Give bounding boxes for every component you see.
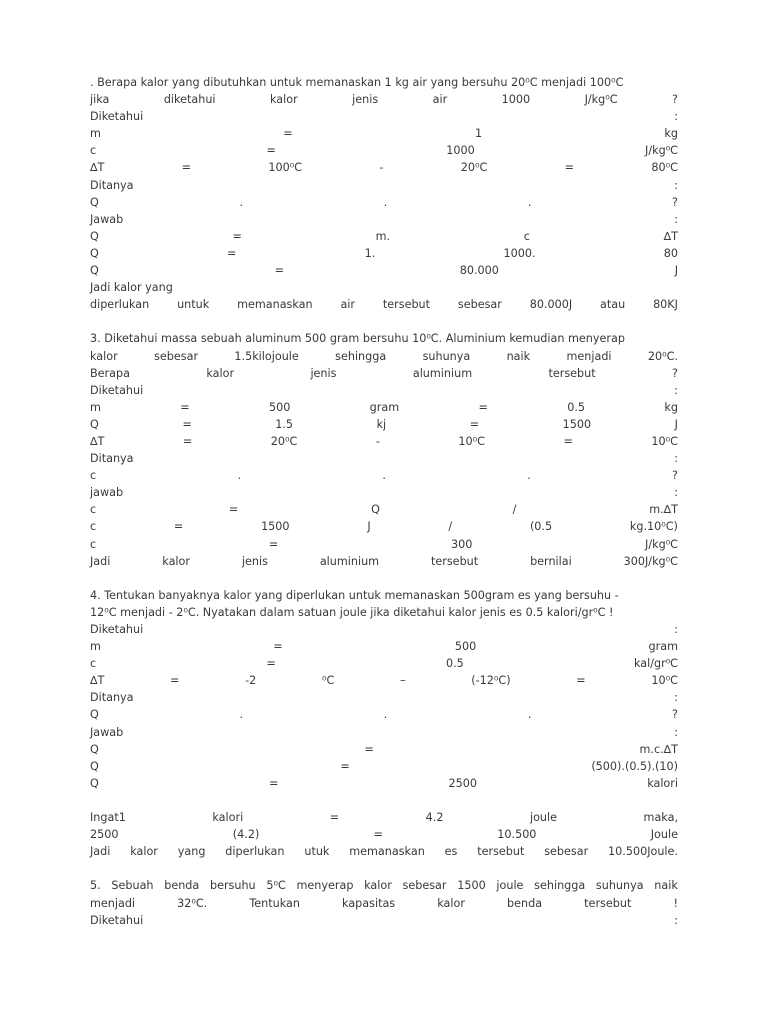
- text-token: :: [674, 913, 678, 927]
- text-token: memanaskan: [349, 845, 425, 859]
- text-token: Q: [90, 229, 99, 243]
- text-token: 80: [663, 246, 678, 260]
- text-token: 1000: [501, 93, 531, 107]
- text-token: utuk: [304, 845, 330, 859]
- text-token: 1.5: [275, 417, 294, 431]
- text-token: 0.5: [445, 657, 464, 671]
- text-token: sebesar: [457, 298, 502, 312]
- text-token: J/kg⁰C: [584, 93, 618, 107]
- text-line: [90, 211, 678, 228]
- text-token: =: [227, 246, 237, 260]
- text-token: (4.2): [232, 828, 260, 842]
- text-line: [90, 518, 678, 535]
- text-line: [90, 330, 678, 347]
- text-token: 0.5: [567, 400, 585, 414]
- text-token: .: [237, 469, 242, 483]
- text-token: Jadi kalor yang: [90, 281, 173, 295]
- text-token: =: [364, 742, 374, 756]
- text-token: diketahui: [163, 93, 216, 107]
- text-token: Ditanya: [90, 178, 134, 192]
- text-line: [90, 621, 678, 638]
- text-line: [90, 741, 678, 758]
- text-token: =: [181, 161, 192, 175]
- text-token: kalor: [90, 349, 118, 363]
- text-token: =: [274, 264, 284, 278]
- text-token: sebesar: [154, 349, 199, 363]
- text-token: 4.2: [425, 811, 444, 825]
- text-token: =: [180, 400, 190, 414]
- text-token: Q: [90, 195, 99, 209]
- text-token: 20⁰C.: [647, 349, 678, 363]
- text-line: [90, 843, 678, 860]
- text-line: [90, 433, 678, 450]
- text-token: air: [340, 298, 356, 312]
- text-token: 80.000J: [529, 298, 573, 312]
- document-body: [90, 74, 678, 929]
- text-line: [90, 245, 678, 262]
- text-token: .: [383, 195, 388, 209]
- blank-line: [90, 860, 678, 877]
- text-token: 100⁰C: [268, 161, 303, 175]
- text-token: 1.: [364, 246, 376, 260]
- text-line: [90, 416, 678, 433]
- text-token: m: [90, 400, 101, 414]
- text-token: c: [90, 144, 97, 158]
- text-line: [90, 638, 678, 655]
- text-token: Q: [371, 503, 380, 517]
- text-token: Q: [90, 246, 99, 260]
- text-token: :: [674, 725, 678, 739]
- text-token: ?: [672, 195, 678, 209]
- text-token: .: [239, 195, 243, 209]
- text-token: ∆T: [90, 161, 105, 175]
- text-token: Ditanya: [90, 691, 134, 705]
- text-line: [90, 672, 678, 689]
- text-token: :: [674, 623, 678, 636]
- text-token: Jawab: [90, 725, 124, 739]
- text-token: m.c.∆T: [639, 742, 678, 756]
- text-token: gram: [648, 640, 678, 654]
- text-token: 5.: [90, 879, 101, 893]
- text-line: [90, 467, 678, 484]
- text-token: kg: [664, 400, 678, 414]
- text-token: 3. Diketahui massa sebuah aluminum 500 gram bersuhu 10⁰C. Aluminium kemudian menyerap: [90, 332, 625, 346]
- text-token: joule: [496, 879, 524, 893]
- text-token: =: [469, 417, 480, 431]
- text-token: Diketahui: [90, 383, 144, 397]
- text-token: es: [444, 845, 458, 859]
- text-token: :: [674, 178, 678, 192]
- text-token: kg: [664, 127, 678, 141]
- text-token: =: [283, 127, 293, 141]
- text-token: 500: [268, 400, 291, 414]
- text-token: ?: [672, 93, 678, 107]
- text-token: 300J/kg⁰C: [623, 554, 678, 568]
- text-token: Q: [90, 759, 99, 773]
- text-token: kalor: [206, 366, 235, 380]
- text-token: :: [674, 691, 678, 705]
- text-line: [90, 536, 678, 553]
- text-token: sebesar: [544, 845, 589, 859]
- text-line: [90, 348, 678, 365]
- text-token: joule: [529, 811, 558, 825]
- text-token: =: [340, 759, 350, 773]
- text-token: c: [90, 520, 97, 534]
- text-line: [90, 296, 678, 313]
- text-token: kapasitas: [342, 896, 396, 910]
- text-token: 10.500: [497, 828, 537, 842]
- text-token: Berapa: [90, 366, 130, 380]
- text-line: [90, 159, 678, 176]
- text-line: [90, 365, 678, 382]
- text-token: memanaskan: [237, 298, 313, 312]
- text-line: [90, 553, 678, 570]
- text-line: [90, 74, 678, 91]
- text-token: Q: [90, 708, 99, 722]
- text-token: =: [266, 144, 276, 158]
- text-line: [90, 399, 678, 416]
- text-token: jenis: [310, 366, 337, 380]
- text-token: 500: [454, 640, 477, 654]
- text-token: aluminium: [412, 366, 473, 380]
- text-token: .: [527, 195, 532, 209]
- text-line: [90, 724, 678, 741]
- text-token: Jawab: [90, 212, 124, 226]
- text-token: Jadi: [90, 554, 111, 568]
- text-token: =: [173, 520, 184, 534]
- text-token: Ditanya: [90, 452, 134, 466]
- text-token: tersebut: [584, 896, 632, 910]
- text-token: =: [182, 417, 192, 431]
- text-token: !: [673, 896, 678, 910]
- text-token: =: [170, 674, 180, 688]
- text-token: (500).(0.5).(10): [591, 759, 678, 773]
- text-token: Q: [90, 417, 99, 431]
- text-token: =: [228, 503, 239, 517]
- text-token: ⁰C: [321, 674, 335, 688]
- text-token: 1500: [457, 879, 486, 893]
- text-token: atau: [600, 298, 626, 312]
- text-token: menyerap: [296, 879, 354, 893]
- text-token: 5⁰C: [266, 879, 286, 893]
- text-token: =: [564, 161, 575, 175]
- text-token: kalori: [212, 811, 244, 825]
- text-token: J: [367, 520, 371, 534]
- text-token: 20⁰C: [460, 161, 488, 175]
- text-line: [90, 895, 678, 912]
- text-token: =: [576, 674, 586, 688]
- text-token: 12⁰C menjadi - 2⁰C. Nyatakan dalam satuan joule jika diketahui kalor jenis es 0.5 kalori/gr⁰C !: [90, 605, 614, 619]
- text-line: [90, 279, 678, 296]
- text-token: 1: [474, 127, 483, 141]
- text-token: kalor: [437, 896, 465, 910]
- text-line: [90, 194, 678, 211]
- text-token: =: [232, 229, 242, 243]
- blank-line: [90, 313, 678, 330]
- text-token: 1500: [562, 417, 592, 431]
- text-token: 80⁰C: [651, 161, 678, 175]
- text-token: J: [674, 417, 678, 431]
- text-token: =: [329, 811, 340, 825]
- text-token: menjadi: [566, 349, 612, 363]
- text-token: -: [375, 434, 380, 448]
- text-line: [90, 758, 678, 775]
- text-token: jawab: [90, 486, 124, 500]
- text-token: :: [674, 486, 678, 500]
- text-token: suhunya: [422, 349, 471, 363]
- text-token: =: [182, 434, 193, 448]
- text-token: m.: [375, 229, 391, 243]
- blank-line: [90, 570, 678, 587]
- text-token: .: [383, 708, 388, 722]
- text-token: Tentukan: [249, 896, 300, 910]
- text-token: 10⁰C: [651, 434, 678, 448]
- text-token: –: [399, 674, 406, 688]
- text-token: kalor: [130, 845, 158, 859]
- text-token: kalor: [269, 93, 298, 107]
- text-token: :: [674, 383, 678, 397]
- text-token: 300: [450, 537, 473, 551]
- text-token: sehingga: [335, 349, 387, 363]
- text-token: =: [563, 434, 573, 448]
- text-token: :: [674, 452, 678, 466]
- text-token: 2500: [90, 828, 119, 842]
- text-token: 4. Tentukan banyaknya kalor yang diperlukan untuk memanaskan 500gram es yang bersuhu -: [90, 588, 619, 602]
- text-token: =: [266, 657, 276, 671]
- text-token: c: [90, 537, 97, 551]
- text-token: 10⁰C: [458, 434, 485, 448]
- text-token: -2: [245, 674, 257, 688]
- text-token: kal/gr⁰C: [633, 657, 678, 671]
- text-token: Ingat1: [90, 811, 126, 825]
- text-token: kalor: [364, 879, 392, 893]
- text-line: [90, 108, 678, 125]
- text-token: J: [674, 264, 678, 278]
- text-token: . Berapa kalor yang dibutuhkan untuk memanaskan 1 kg air yang bersuhu 20⁰C menjadi 100⁰C: [90, 76, 624, 89]
- text-token: =: [273, 640, 283, 654]
- text-token: 32⁰C.: [177, 896, 208, 910]
- text-token: c: [90, 657, 97, 671]
- text-token: .: [527, 708, 532, 722]
- text-token: Diketahui: [90, 913, 144, 927]
- blank-line: [90, 792, 678, 809]
- text-token: gram: [369, 400, 400, 414]
- text-token: menjadi: [90, 896, 136, 910]
- text-token: tersebut: [382, 298, 431, 312]
- text-line: [90, 125, 678, 142]
- text-token: kalor: [162, 554, 190, 568]
- text-token: 10⁰C: [651, 674, 678, 688]
- text-token: Sebuah: [111, 879, 154, 893]
- text-token: -: [379, 161, 384, 175]
- text-token: m: [90, 640, 101, 654]
- text-line: [90, 604, 678, 621]
- text-token: 2500: [448, 776, 478, 790]
- text-line: [90, 177, 678, 194]
- text-line: [90, 382, 678, 399]
- text-token: bersuhu: [209, 879, 256, 893]
- text-token: ?: [672, 469, 678, 483]
- text-token: =: [268, 537, 279, 551]
- text-token: aluminium: [319, 554, 380, 568]
- text-token: ?: [672, 708, 678, 722]
- text-token: diperlukan: [90, 298, 150, 312]
- text-token: jenis: [352, 93, 379, 107]
- text-token: benda: [164, 879, 200, 893]
- text-token: naik: [654, 879, 678, 893]
- text-token: 1000: [446, 144, 475, 158]
- text-token: (-12⁰C): [471, 674, 511, 688]
- text-line: [90, 689, 678, 706]
- text-token: tersebut: [477, 845, 525, 859]
- text-line: [90, 91, 678, 108]
- text-line: [90, 655, 678, 672]
- text-token: ?: [672, 366, 678, 380]
- text-token: kg.10⁰C): [629, 520, 678, 534]
- text-token: Q: [90, 264, 99, 278]
- text-token: bernilai: [530, 554, 572, 568]
- text-token: kalori: [647, 776, 678, 790]
- text-token: /: [448, 520, 453, 534]
- text-line: [90, 142, 678, 159]
- text-token: untuk: [177, 298, 210, 312]
- text-token: 1000.: [503, 246, 536, 260]
- text-token: maka,: [643, 811, 678, 825]
- text-token: :: [674, 110, 678, 124]
- text-line: [90, 484, 678, 501]
- text-token: 80KJ: [653, 298, 678, 312]
- text-token: Q: [90, 776, 99, 790]
- text-token: c: [90, 469, 97, 483]
- text-token: 10.500Joule.: [608, 845, 678, 859]
- text-token: 20⁰C: [270, 434, 298, 448]
- text-token: Joule: [650, 828, 678, 842]
- text-token: Diketahui: [90, 623, 144, 636]
- text-token: sebesar: [402, 879, 447, 893]
- text-token: (0.5: [529, 520, 553, 534]
- text-token: diperlukan: [225, 845, 285, 859]
- text-token: .: [239, 708, 243, 722]
- text-token: sehingga: [534, 879, 586, 893]
- text-token: tersebut: [548, 366, 596, 380]
- text-line: [90, 912, 678, 929]
- text-token: =: [268, 776, 279, 790]
- text-token: jika: [90, 93, 110, 107]
- text-token: kj: [376, 417, 387, 431]
- text-token: m.∆T: [649, 503, 678, 517]
- text-token: suhunya: [595, 879, 644, 893]
- text-line: [90, 877, 678, 894]
- text-token: J/kg⁰C: [645, 144, 678, 158]
- text-token: ∆T: [663, 229, 678, 243]
- text-token: benda: [507, 896, 543, 910]
- text-token: 80.000: [459, 264, 499, 278]
- text-line: [90, 501, 678, 518]
- text-token: m: [90, 127, 101, 141]
- text-token: jenis: [241, 554, 268, 568]
- text-token: 1.5kilojoule: [234, 349, 299, 363]
- text-token: J/kg⁰C: [645, 537, 678, 551]
- text-line: [90, 450, 678, 467]
- text-token: /: [512, 503, 517, 517]
- text-token: =: [373, 828, 383, 842]
- text-line: [90, 706, 678, 723]
- text-line: [90, 587, 678, 604]
- text-token: =: [478, 400, 488, 414]
- text-token: Jadi: [90, 845, 111, 859]
- text-line: [90, 228, 678, 245]
- text-token: c: [90, 503, 97, 517]
- text-line: [90, 826, 678, 843]
- text-line: [90, 809, 678, 826]
- text-token: ∆T: [90, 674, 105, 688]
- text-token: ∆T: [90, 434, 105, 448]
- text-token: Diketahui: [90, 110, 144, 124]
- text-token: Q: [90, 742, 99, 756]
- text-line: [90, 262, 678, 279]
- text-line: [90, 775, 678, 792]
- text-token: tersebut: [430, 554, 479, 568]
- text-token: 1500: [261, 520, 290, 534]
- text-token: naik: [506, 349, 531, 363]
- text-token: .: [527, 469, 531, 483]
- text-token: c: [523, 229, 530, 243]
- text-token: air: [432, 93, 448, 107]
- text-token: :: [674, 212, 678, 226]
- text-token: yang: [177, 845, 206, 859]
- text-token: .: [382, 469, 386, 483]
